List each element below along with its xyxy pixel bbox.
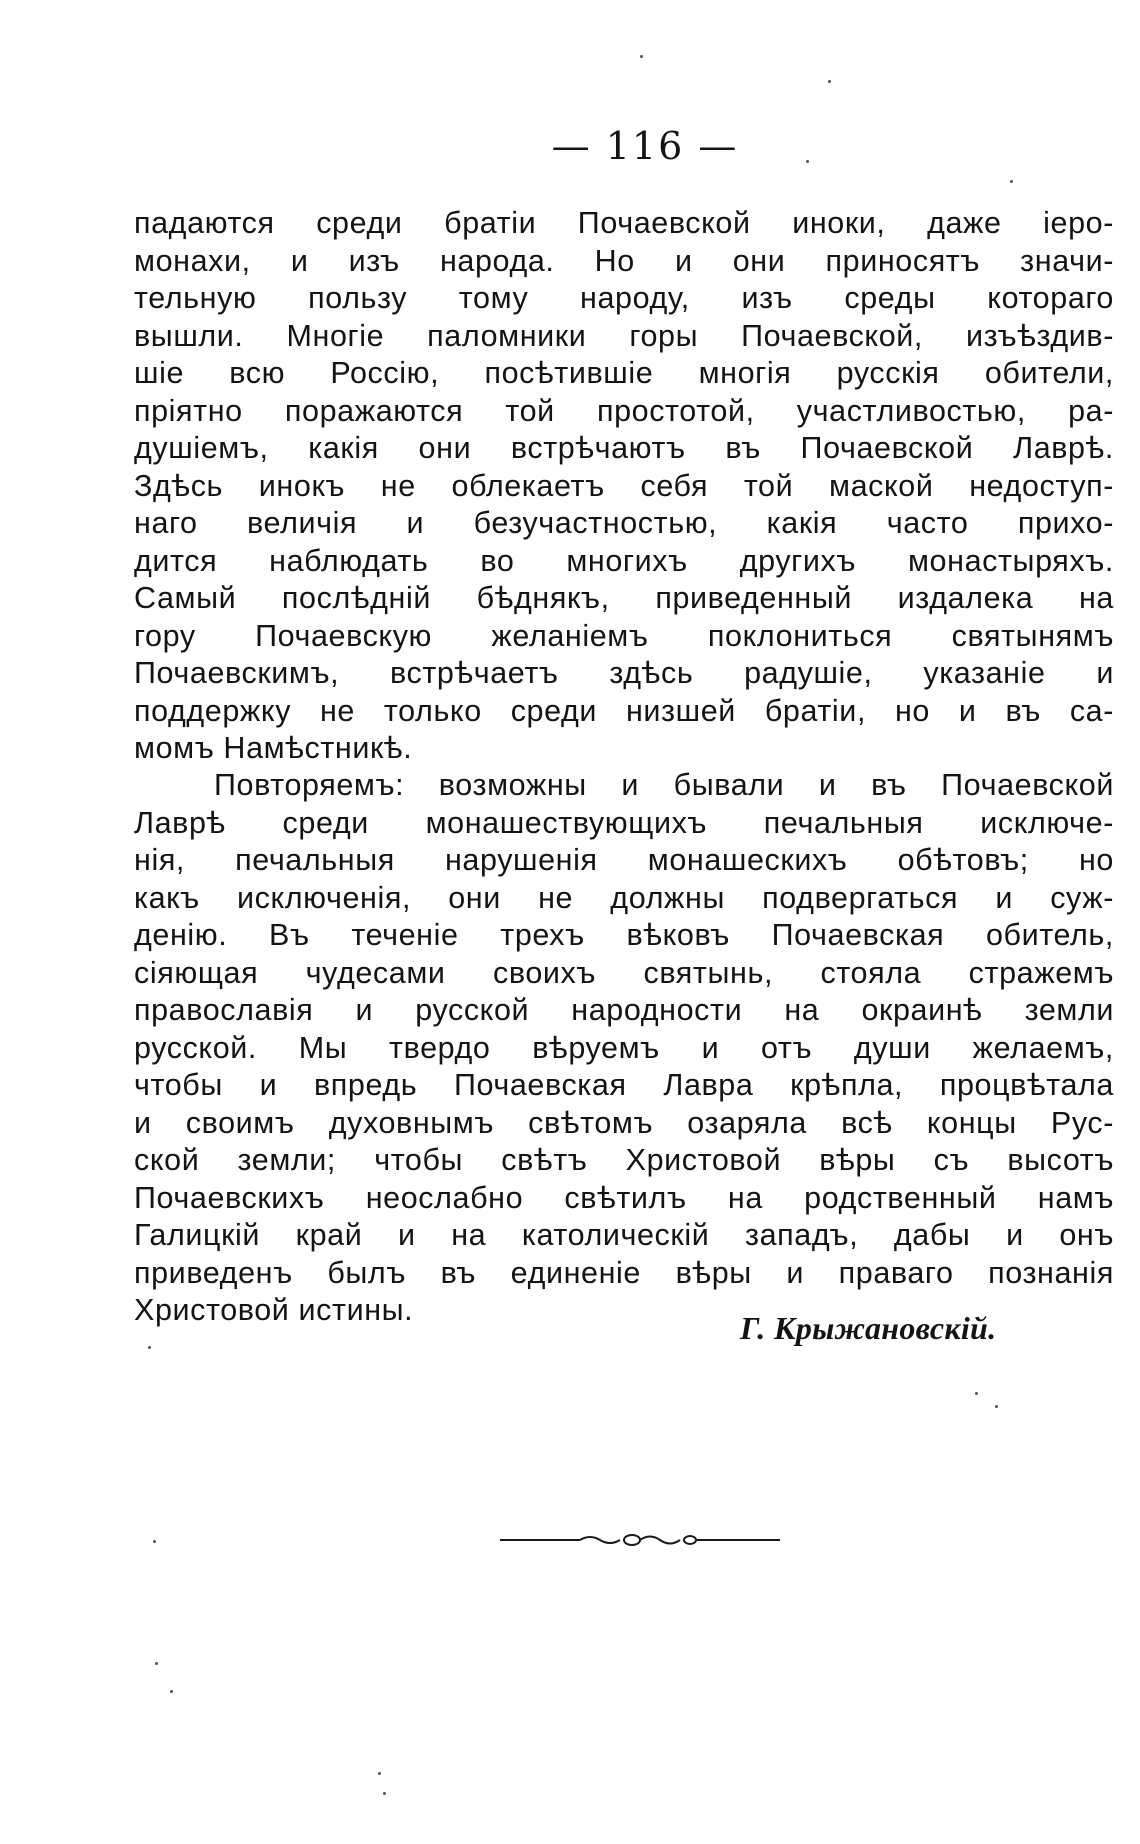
text-line: монахи, и изъ народа. Но и они приносятъ значи- (134, 243, 1114, 278)
ornament-divider-icon (500, 1530, 780, 1550)
paragraph-2 (134, 767, 1114, 1330)
text-line: Лаврѣ среди монашествующихъ печальныя исключе- (134, 805, 1114, 840)
text-line: шіе всю Россію, посѣтившіе многія русскія обители, (134, 356, 1114, 390)
scan-speck (640, 55, 643, 58)
scan-speck (1010, 180, 1013, 183)
text-line: пріятно поражаются той простотой, участливостью, ра- (134, 393, 1114, 428)
text-line: момъ Намѣстникѣ. (134, 731, 413, 765)
text-line: какъ исключенія, они не должны подвергаться и суж- (134, 880, 1114, 915)
text-line: душіемъ, какія они встрѣчаютъ въ Почаевской Лаврѣ. (134, 431, 1114, 465)
text-line: вышли. Многіе паломники горы Почаевской, изъѣздив- (134, 318, 1114, 353)
scan-speck (155, 1662, 158, 1665)
text-line: Христовой истины. (134, 1293, 414, 1327)
text-line: денію. Въ теченіе трехъ вѣковъ Почаевская обитель, (134, 918, 1114, 952)
page-number: — 116 — (551, 124, 739, 168)
text-line: Галицкій край и на католическій западъ, дабы и онъ (134, 1218, 1114, 1252)
text-line: наго величія и безучастностью, какія часто прихо- (134, 506, 1114, 540)
text-line: Почаевскихъ неослабно свѣтилъ на родственный намъ (134, 1180, 1114, 1215)
scan-speck (975, 1392, 978, 1395)
text-line: и своимъ духовнымъ свѣтомъ озаряла всѣ концы Рус- (134, 1105, 1114, 1140)
author-signature: Г. Крыжановскій. (740, 1310, 997, 1346)
scan-speck (148, 1346, 151, 1349)
scan-speck (806, 160, 809, 163)
text-line: Повторяемъ: возможны и бывали и въ Почаевской (214, 768, 1114, 802)
text-line: православія и русской народности на окраинѣ земли (134, 993, 1114, 1027)
text-line: гору Почаевскую желаніемъ поклониться святынямъ (134, 618, 1114, 653)
text-line: Здѣсь инокъ не облекаетъ себя той маской недоступ- (134, 468, 1114, 503)
text-line: приведенъ былъ въ единеніе вѣры и праваго познанія (134, 1255, 1114, 1290)
text-line: падаются среди братіи Почаевской иноки, даже іеро- (134, 206, 1114, 240)
scan-speck (383, 1792, 386, 1795)
text-line: чтобы и впредь Почаевская Лавра крѣпла, процвѣтала (134, 1068, 1114, 1102)
text-line: Почаевскимъ, встрѣчаетъ здѣсь радушіе, указаніе и (134, 656, 1114, 690)
text-line: дится наблюдать во многихъ другихъ монастыряхъ. (134, 543, 1114, 578)
text-line: нія, печальныя нарушенія монашескихъ обѣтовъ; но (134, 843, 1114, 877)
scan-speck (995, 1405, 998, 1408)
scan-speck (828, 80, 831, 83)
scan-speck (153, 1540, 156, 1543)
text-line: Самый послѣдній бѣднякъ, приведенный издалека на (134, 581, 1114, 615)
text-line: сіяющая чудесами своихъ святынь, стояла стражемъ (134, 955, 1114, 990)
text-line: тельную пользу тому народу, изъ среды котораго (134, 281, 1114, 315)
text-line: поддержку не только среди низшей братіи, но и въ са- (134, 693, 1114, 728)
text-line: ской земли; чтобы свѣтъ Христовой вѣры съ высотъ (134, 1143, 1114, 1177)
text-line: русской. Мы твердо вѣруемъ и отъ души желаемъ, (134, 1030, 1114, 1065)
paragraph-1 (134, 205, 1114, 768)
scan-speck (378, 1772, 381, 1775)
scan-speck (170, 1690, 173, 1693)
